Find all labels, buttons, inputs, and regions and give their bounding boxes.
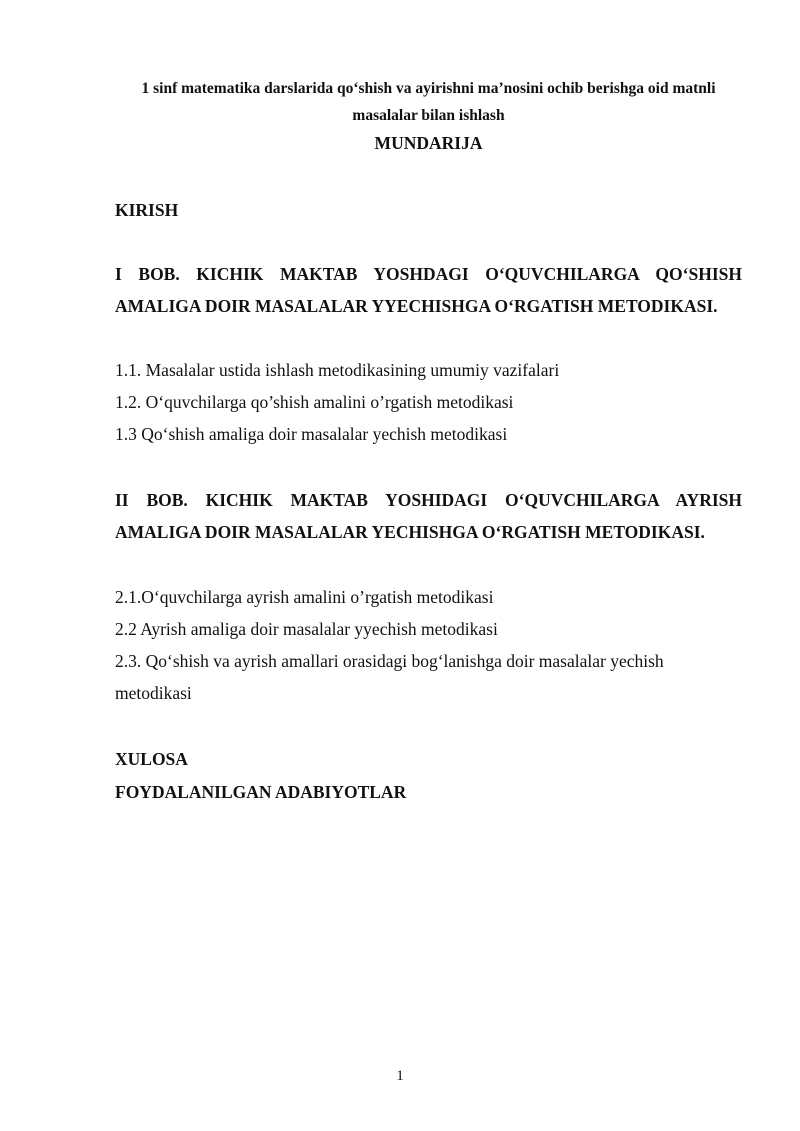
toc-item-1-3: 1.3 Qo‘shish amaliga doir masalalar yechish metodikasi <box>115 424 508 444</box>
toc-item-2-2: 2.2 Ayrish amaliga doir masalalar yyechish metodikasi <box>115 619 498 639</box>
toc-intro: KIRISH <box>115 200 179 220</box>
toc-conclusion: XULOSA <box>115 749 188 769</box>
page-number: 1 <box>396 1068 404 1084</box>
document-title: 1 sinf matematika darslarida qo‘shish va ayirishni ma’nosini ochib berishga oid matnli masalalar bilan ishlash <box>141 80 716 124</box>
toc-item-1-2: 1.2. O‘quvchilarga qo’shish amalini o’rgatish metodikasi <box>115 392 514 412</box>
chapter-2-heading: II BOB. KICHIK MAKTAB YOSHIDAGI O‘QUVCHILARGA AYRISH AMALIGA DOIR MASALALAR YECHISHGA O‘RGATISH METODIKASI. <box>115 490 742 542</box>
toc-references: FOYDALANILGAN ADABIYOTLAR <box>115 782 407 802</box>
toc-item-2-3: 2.3. Qo‘shish va ayrish amallari orasidagi bog‘lanishga doir masalalar yechish metodikasi <box>115 651 664 703</box>
toc-heading: MUNDARIJA <box>374 133 483 153</box>
toc-item-2-1: 2.1.O‘quvchilarga ayrish amalini o’rgatish metodikasi <box>115 587 494 607</box>
toc-item-1-1: 1.1. Masalalar ustida ishlash metodikasining umumiy vazifalari <box>115 360 560 380</box>
chapter-1-heading: I BOB. KICHIK MAKTAB YOSHDAGI O‘QUVCHILARGA QO‘SHISH AMALIGA DOIR MASALALAR YYECHISHGA O‘RGATISH METODIKASI. <box>115 264 742 316</box>
